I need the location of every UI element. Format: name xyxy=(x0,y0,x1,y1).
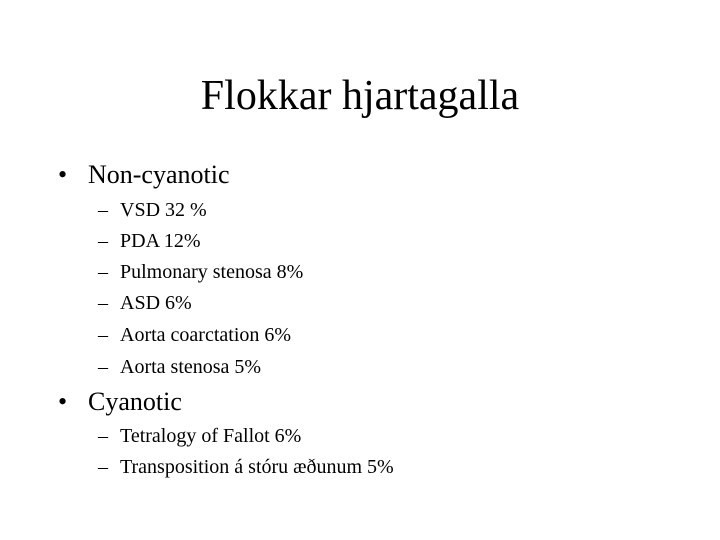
sub-item-label: Pulmonary stenosa 8% xyxy=(120,261,304,283)
dash-icon: – xyxy=(98,324,108,346)
dash-icon: – xyxy=(98,261,108,283)
sub-item-label: Tetralogy of Fallot 6% xyxy=(120,425,302,447)
sub-item-label: PDA 12% xyxy=(120,230,201,252)
bullet-label: Non-cyanotic xyxy=(88,160,230,189)
sub-item-label: Transposition á stóru æðunum 5% xyxy=(120,456,394,478)
bullet-label: Cyanotic xyxy=(88,387,182,416)
dash-icon: – xyxy=(98,356,108,378)
sub-item-label: ASD 6% xyxy=(120,292,192,314)
bullet-item xyxy=(58,387,182,417)
dash-icon: – xyxy=(98,230,108,252)
dash-icon: – xyxy=(98,199,108,221)
sub-item-label: VSD 32 % xyxy=(120,199,207,221)
bullet-item xyxy=(58,160,230,190)
bullet-icon: • xyxy=(58,160,68,189)
bullet-icon: • xyxy=(58,387,68,416)
sub-item-label: Aorta coarctation 6% xyxy=(120,324,292,346)
dash-icon: – xyxy=(98,456,108,478)
dash-icon: – xyxy=(98,425,108,447)
sub-item-label: Aorta stenosa 5% xyxy=(120,356,262,378)
slide-title: Flokkar hjartagalla xyxy=(200,73,520,119)
dash-icon: – xyxy=(98,292,108,314)
